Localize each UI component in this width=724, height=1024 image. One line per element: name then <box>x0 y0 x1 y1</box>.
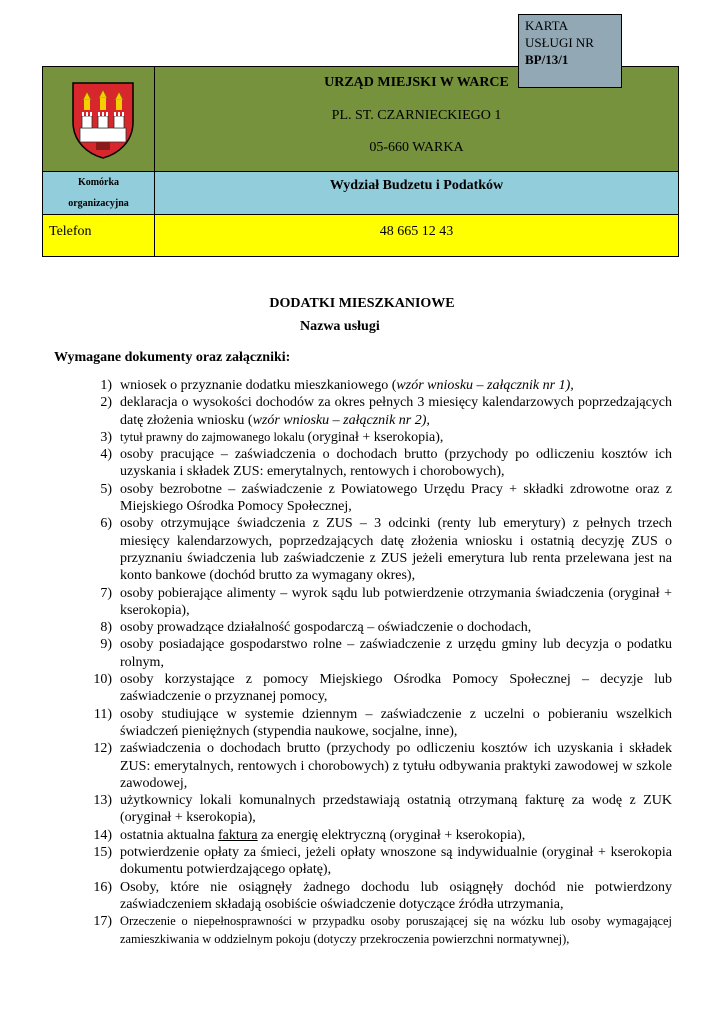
office-street: PL. ST. CZARNIECKIEGO 1 <box>331 108 502 123</box>
office-city: 05-660 WARKA <box>369 140 464 155</box>
list-item: 14) ostatnia aktualna faktura za energię elektryczną (oryginał + kserokopia), <box>93 827 526 843</box>
list-item: 7) osoby pobierające alimenty – wyrok sądu lub potwierdzenie otrzymania świadczenia (oryginał + kserokopia), <box>100 585 672 618</box>
documents-list <box>82 377 672 948</box>
unit-name-cell <box>155 172 679 215</box>
card-label-2: USŁUGI NR <box>525 35 594 50</box>
warka-coat-of-arms-icon <box>70 80 136 160</box>
documents-heading: Wymagane dokumenty oraz załączniki: <box>54 350 291 365</box>
list-item: 11) osoby studiujące w systemie dziennym – zaświadczenie z uczelni o pobieraniu wszelkich świadczeń pieniężnych (stypendia naukowe, socjalne, inne), <box>93 706 672 739</box>
service-subtitle: Nazwa usługi <box>300 319 380 334</box>
phone-number: 48 665 12 43 <box>379 224 454 239</box>
phone-label-cell <box>43 215 155 257</box>
list-item: 17) Orzeczenie o niepełnosprawności w przypadku osoby poruszającej się na wózku lub osoby wymagającej zamieszkiwania w oddzielnym pokoju (dotyczy przekroczenia powierzchni normatywnej), <box>93 914 672 946</box>
list-item: 16) Osoby, które nie osiągnęły żadnego dochodu lub osiągnęły dochód nie potwierdzony zaświadczeniem składają osobiście oświadczenie dotyczące źródła utrzymania, <box>93 879 672 912</box>
list-item: 13) użytkownicy lokali komunalnych przedstawiają ostatnią otrzymaną fakturę za wodę z ZUK (oryginał + kserokopia), <box>93 793 672 826</box>
service-card-box <box>518 14 622 88</box>
list-item: 2) deklaracja o wysokości dochodów za okres pełnych 3 miesięcy kalendarzowych poprzedzających datę złożenia wniosku (wzór wniosku – załącznik nr 2), <box>100 395 672 428</box>
list-item: 5) osoby bezrobotne – zaświadczenie z Powiatowego Urzędu Pracy + składki zdrowotne oraz z Miejskiego Ośrodka Pomocy Społecznej, <box>100 481 672 515</box>
phone-label: Telefon <box>49 224 92 239</box>
unit-label-line2: organizacyjna <box>68 198 129 209</box>
list-item: 1) wniosek o przyznanie dodatku mieszkaniowego (wzór wniosku – załącznik nr 1), <box>100 378 574 393</box>
list-item: 8) osoby prowadzące działalność gospodarczą – oświadczenie o dochodach, <box>100 620 532 636</box>
unit-label-line1: Komórka <box>77 177 120 188</box>
unit-label-cell <box>43 172 155 215</box>
list-item: 4) osoby pracujące – zaświadczenia o dochodach brutto (przychody po odliczeniu kosztów ich uzyskania i składek ZUS: emerytalnych, rentowych i chorobowych), <box>100 447 672 480</box>
card-number: BP/13/1 <box>525 52 569 67</box>
card-label-1: KARTA <box>525 18 568 33</box>
list-item: 9) osoby posiadające gospodarstwo rolne – zaświadczenie z urzędu gminy lub decyzja o podatku rolnym, <box>100 637 672 670</box>
list-item: 10) osoby korzystające z pomocy Miejskiego Ośrodka Pomocy Społecznej – decyzje lub zaświadczenie o przyznanej pomocy, <box>93 672 672 705</box>
unit-name: Wydział Budzetu i Podatków <box>329 178 504 193</box>
phone-value-cell <box>155 215 679 257</box>
list-item: 12) zaświadczenia o dochodach brutto (przychody po odliczeniu kosztów ich uzyskania i składek ZUS: emerytalnych, rentowych i chorobowych) z tytułu odbywania praktyki zawodowej w szkole zawodowej, <box>93 741 672 791</box>
header-table <box>42 66 679 257</box>
list-item: 3) tytuł prawny do zajmowanego lokalu (oryginał + kserokopia), <box>100 429 444 445</box>
office-name: URZĄD MIEJSKI W WARCE <box>324 75 509 90</box>
list-item: 15) potwierdzenie opłaty za śmieci, jeżeli opłaty wnoszone są indywidualnie (oryginał + kserokopia dokumentu potwierdzającego opłatę), <box>93 845 672 878</box>
service-title: DODATKI MIESZKANIOWE <box>269 296 455 311</box>
crest-cell <box>43 67 155 172</box>
list-item: 6) osoby otrzymujące świadczenia z ZUS – 3 odcinki (renty lub emerytury) z pełnych trzech miesięcy kalendarzowych, poprzedzających datę złożenia wniosku i ostatnią decyzję ZUS o przyznaniu świadczenia lub zaświadczenie z ZUS jeżeli emerytura lub renta przelewana jest na konto bankowe (dochód brutto za wymagany okres), <box>100 516 672 584</box>
